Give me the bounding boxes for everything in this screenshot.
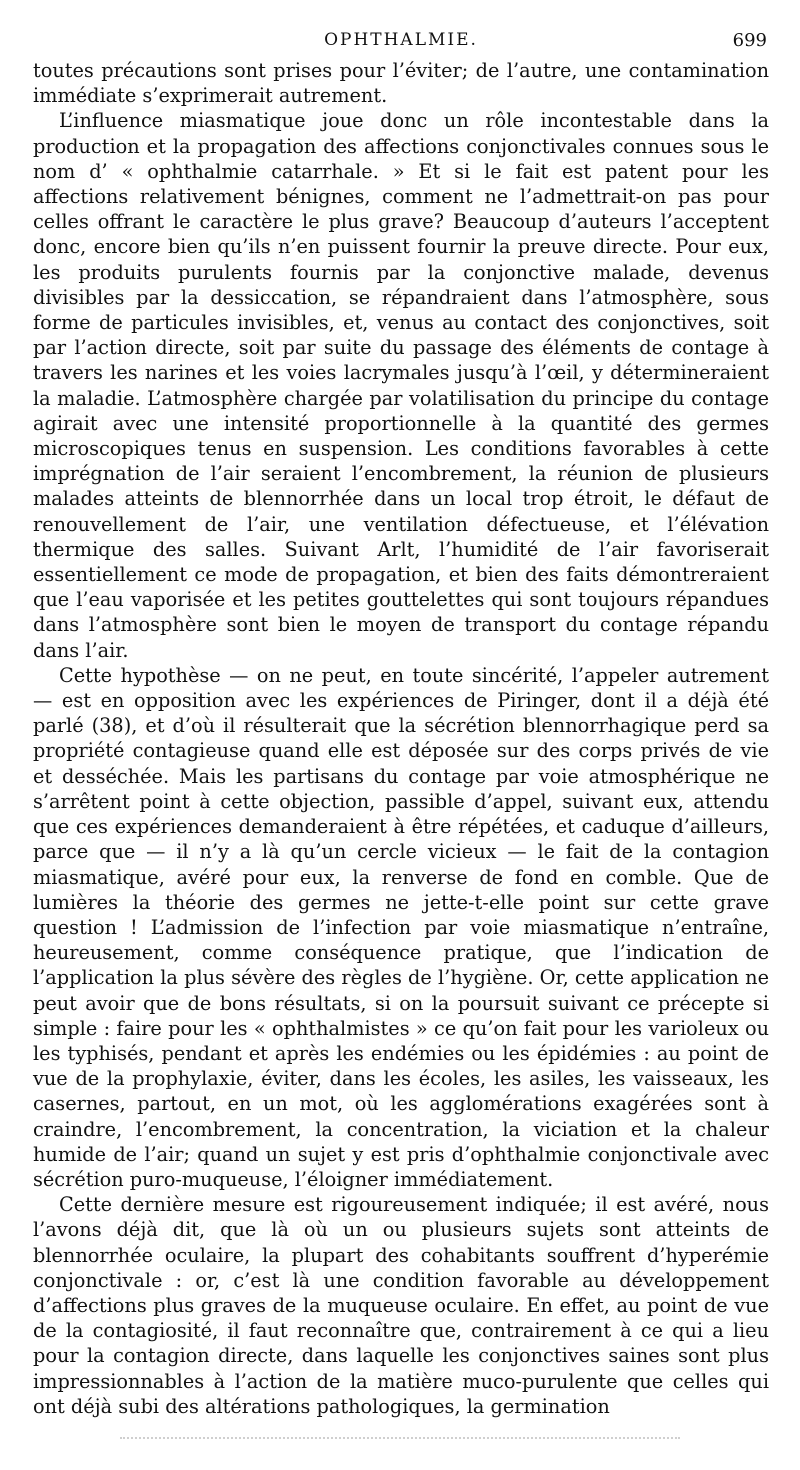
- paragraph-continued: toutes précautions sont prises pour l’éviter; de l’autre, une contamination immédiate s’exprimerait autrement.: [33, 59, 769, 108]
- body-text: [33, 58, 769, 1419]
- book-page: [33, 28, 769, 1419]
- page-number: 699: [732, 30, 767, 51]
- paragraph-miasmatic-influence: L’influence miasmatique joue donc un rôle incontestable dans la production et la propagation des affections conjonctivales connues sous le nom d’ « ophthalmie catarrhale. » Et si le fait est patent pour les affections relativement bénignes, comment ne l’admettrait-on pas pour celles offrant le caractère le plus grave? Beaucoup d’auteurs l’acceptent donc, encore bien qu’ils n’en puissent fournir la preuve directe. Pour eux, les produits purulents fournis par la conjonctive malade, devenus divisibles par la dessiccation, se répandraient dans l’atmosphère, sous forme de particules invisibles, et, venus au contact des conjonctives, soit par l’action directe, soit par suite du passage des éléments de contage à travers les narines et les voies lacrymales jusqu’à l’œil, y détermineraient la maladie. L’atmosphère chargée par volatilisation du principe du contage agirait avec une intensité proportionnelle à la quantité des germes microscopiques tenus en suspension. Les conditions favorables à cette imprégnation de l’air seraient l’encombrement, la réunion de plusieurs malades atteints de blennorrhée dans un local trop étroit, le défaut de renouvellement de l’air, une ventilation défectueuse, et l’élévation thermique des salles. Suivant Arlt, l’humidité de l’air favoriserait essentiellement ce mode de propagation, et bien des faits démontreraient que l’eau vaporisée et les petites gouttelettes qui sont toujours répandues dans l’atmosphère sont bien le moyen de transport du contage répandu dans l’air.: [33, 109, 769, 662]
- running-head: [33, 28, 769, 58]
- running-head-title: OPHTHALMIE.: [324, 30, 478, 50]
- paragraph-hypothesis: Cette hypothèse — on ne peut, en toute sincérité, l’appeler autrement — est en opposition avec les expériences de Piringer, dont il a déjà été parlé (38), et d’où il résulterait que la sécrétion blennorrhagique perd sa propriété contagieuse quand elle est déposée sur des corps privés de vie et desséchée. Mais les partisans du contage par voie atmosphérique ne s’arrêtent point à cette objection, passible d’appel, suivant eux, attendu que ces expériences demanderaient à être répétées, et caduque d’ailleurs, parce que — il n’y a là qu’un cercle vicieux — le fait de la contagion miasmatique, avéré pour eux, la renverse de fond en comble. Que de lumières la théorie des germes ne jette-t-elle point sur cette grave question ! L’admission de l’infection par voie miasmatique n’entraîne, heureusement, comme conséquence pratique, que l’indication de l’application la plus sévère des règles de l’hygiène. Or, cette application ne peut avoir que de bons résultats, si on la poursuit suivant ce précepte si simple : faire pour les « ophthalmistes » ce qu’on fait pour les varioleux ou les typhisés, pendant et après les endémies ou les épidémies : au point de vue de la prophylaxie, éviter, dans les écoles, les asiles, les vaisseaux, les casernes, partout, en un mot, où les agglomérations exagérées sont à craindre, l’encombrement, la concentration, la viciation et la chaleur humide de l’air; quand un sujet y est pris d’ophthalmie conjonctivale avec sécrétion puro-muqueuse, l’éloigner immédiatement.: [33, 663, 769, 1191]
- paragraph-last-measure: Cette dernière mesure est rigoureusement indiquée; il est avéré, nous l’avons déjà dit, que là où un ou plusieurs sujets sont atteints de blennorrhée oculaire, la plupart des cohabitants souffrent d’hyperémie conjonctivale : or, c’est là une condition favorable au développement d’affections plus graves de la muqueuse oculaire. En effet, au point de vue de la contagiosité, il faut reconnaître que, contrairement à ce qui a lieu pour la contagion directe, dans laquelle les conjonctives saines sont plus impressionnables à l’action de la matière muco-purulente que celles qui ont déjà subi des altérations pathologiques, la germination: [33, 1193, 769, 1418]
- bottom-dotted-rule: [120, 1437, 680, 1439]
